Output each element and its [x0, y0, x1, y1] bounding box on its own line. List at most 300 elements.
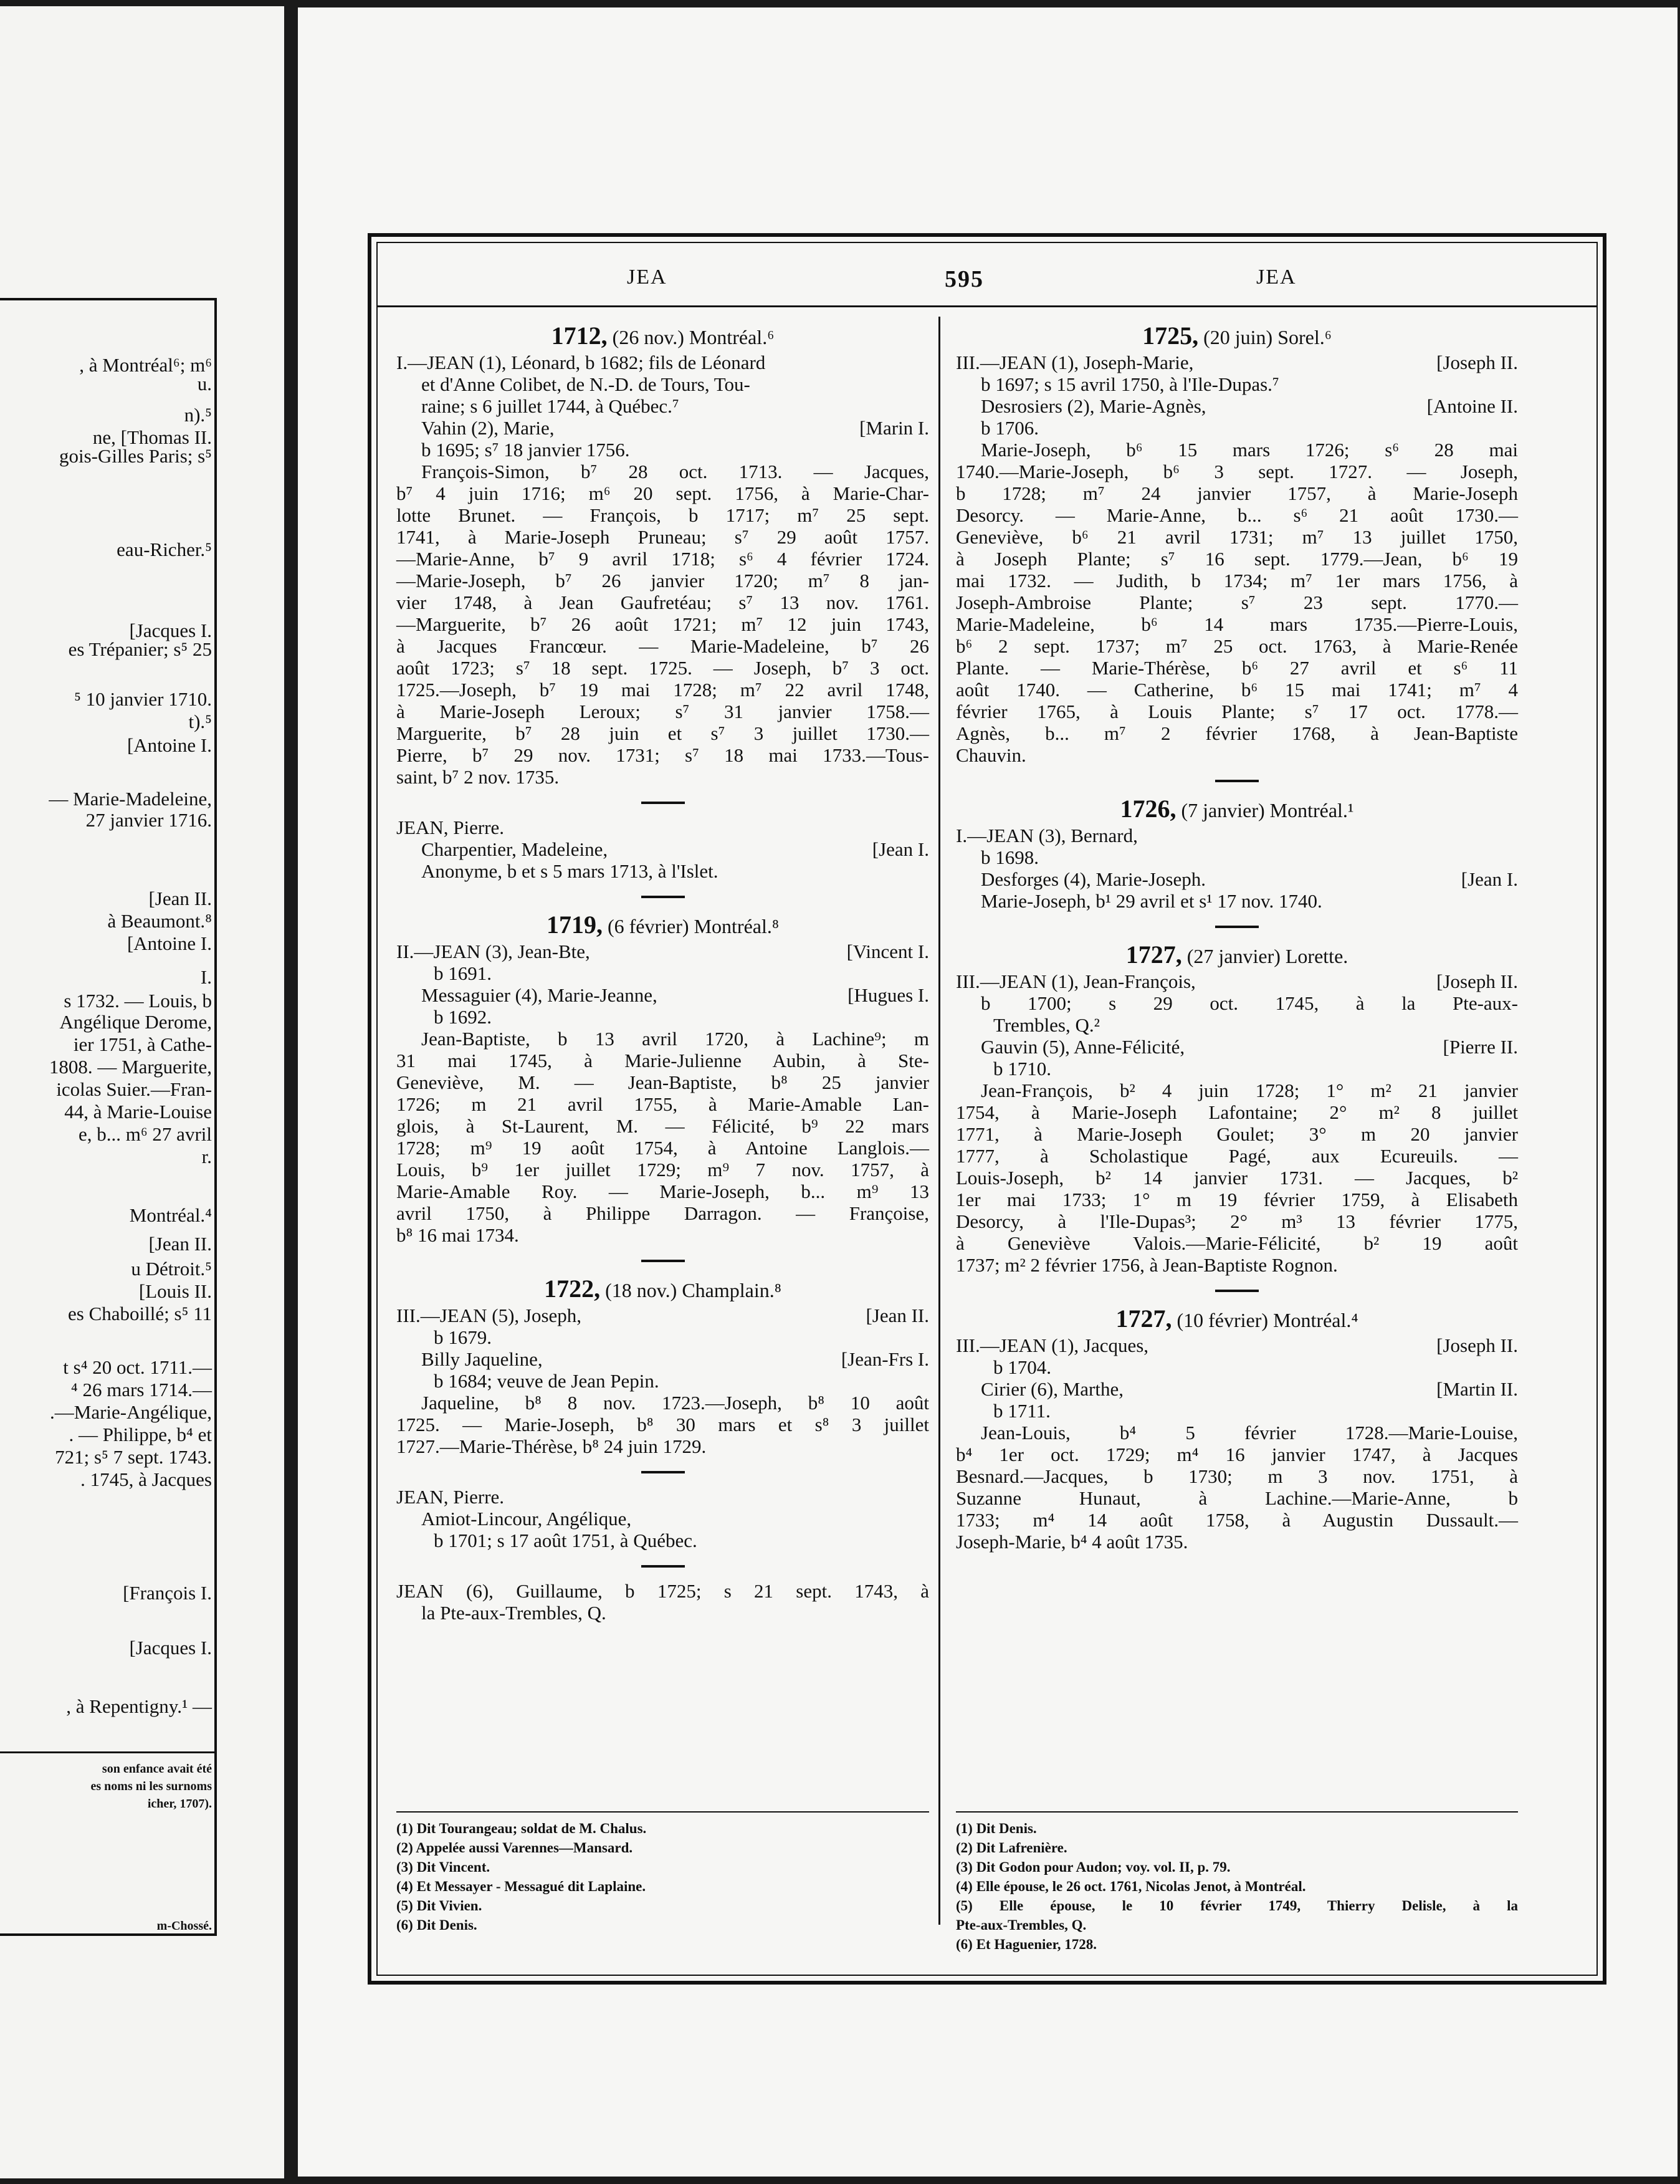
entry-line — [396, 962, 929, 984]
entry-line-text: 1er mai 1733; 1° m 19 février 1759, à Elisabeth — [956, 1189, 1518, 1210]
entry-line — [956, 1400, 1518, 1422]
parent-reference: [Joseph II. — [1436, 1334, 1518, 1356]
footnote: (5) Elle épouse, le 10 février 1749, Thierry Delisle, à la — [956, 1898, 1518, 1913]
entry-place: (26 nov.) Montréal.⁶ — [607, 326, 775, 348]
entry-line — [396, 838, 929, 860]
entry-line — [396, 482, 929, 504]
entry-line-text: à Marie-Joseph Leroux; s⁷ 31 janvier 1758.— — [396, 701, 929, 722]
entry-line — [956, 1145, 1518, 1167]
footnote: (1) Dit Denis. — [956, 1821, 1037, 1836]
genealogy-entry — [396, 1275, 929, 1457]
previous-page-line: ⁵ 10 janvier 1710. — [74, 688, 212, 710]
footnote: (5) Dit Vivien. — [396, 1898, 482, 1913]
genealogy-entry — [396, 322, 929, 788]
entry-line-text: à Jacques Francœur. — Marie-Madeleine, b⁷ 26 — [396, 635, 929, 657]
entry-line — [396, 1486, 929, 1508]
footnote-rule — [396, 1811, 929, 1813]
entry-line — [396, 1370, 929, 1392]
entry-line — [956, 1014, 1518, 1036]
previous-page-line: ne, [Thomas II. — [92, 426, 212, 448]
entry-line-text: Messaguier (4), Marie-Jeanne, — [421, 984, 657, 1006]
entry-line — [396, 657, 929, 679]
column-divider — [938, 317, 940, 1925]
genealogy-entry — [956, 941, 1518, 1276]
entry-line — [396, 1159, 929, 1181]
entry-line-text: avril 1750, à Philippe Darragon. — Françoise, — [396, 1202, 929, 1224]
entry-year: 1722, — [544, 1275, 601, 1303]
entry-line-text: b 1684; veuve de Jean Pepin. — [434, 1370, 659, 1392]
previous-page-line: — Marie-Madeleine, — [49, 788, 212, 810]
previous-page-line: , à Repentigny.¹ — — [66, 1695, 212, 1717]
entry-line-text: 1726; m 21 avril 1755, à Marie-Amable Lan- — [396, 1093, 929, 1115]
previous-page-line: 721; s⁵ 7 sept. 1743. — [55, 1446, 212, 1468]
entry-line-text: b 1698. — [981, 846, 1039, 868]
entry-line — [956, 701, 1518, 722]
entry-line — [956, 592, 1518, 613]
entry-line — [956, 868, 1518, 890]
previous-page-line: Montréal.⁴ — [129, 1204, 212, 1226]
entry-line — [396, 984, 929, 1006]
entry-line-text: Agnès, b... m⁷ 2 février 1768, à Jean-Baptiste — [956, 722, 1518, 744]
entry-line-text: Cirier (6), Marthe, — [981, 1378, 1124, 1400]
entry-line-text: Jaqueline, b⁸ 8 nov. 1723.—Joseph, b⁸ 10 août — [421, 1392, 929, 1414]
entry-line-text: Marie-Joseph, b¹ 29 avril et s¹ 17 nov. 1740. — [981, 890, 1322, 912]
entry-line — [396, 744, 929, 766]
entry-line — [956, 1254, 1518, 1276]
entry-line — [396, 1326, 929, 1348]
entry-line-text: Jean-François, b² 4 juin 1728; 1° m² 21 janvier — [981, 1080, 1518, 1101]
entry-line — [956, 1531, 1518, 1553]
entry-line — [956, 482, 1518, 504]
previous-page-line: e, b... m⁶ 27 avril — [79, 1123, 212, 1145]
previous-page-line: gois-Gilles Paris; s⁵ — [59, 445, 212, 467]
entry-line — [396, 1580, 929, 1602]
entry-line — [396, 352, 929, 373]
entry-line-text: Geneviève, b⁶ 21 avril 1731; m⁷ 13 juillet 1750, — [956, 526, 1518, 548]
entry-line — [956, 1487, 1518, 1509]
footnote: (4) Et Messayer - Messagué dit Laplaine. — [396, 1879, 646, 1894]
previous-page-line: Angélique Derome, — [59, 1011, 212, 1033]
entry-line-text: vier 1748, à Jean Gaufretéau; s⁷ 13 nov. 1761. — [396, 592, 929, 613]
entry-line-text: b 1710. — [993, 1058, 1051, 1080]
entry-line — [396, 1508, 929, 1530]
genealogy-entry — [956, 795, 1518, 912]
entry-line-text: Besnard.—Jacques, b 1730; m 3 nov. 1751, à — [956, 1465, 1518, 1487]
entry-line-text: François-Simon, b⁷ 28 oct. 1713. — Jacques, — [421, 461, 929, 482]
genealogy-entry — [956, 322, 1518, 766]
entry-heading — [956, 322, 1518, 352]
entry-line — [396, 461, 929, 482]
entry-line — [396, 1006, 929, 1028]
entry-line-text: 1725.—Joseph, b⁷ 19 mai 1728; m⁷ 22 avril 1748, — [396, 679, 929, 701]
entry-line-text: Desorcy. — Marie-Anne, b... s⁶ 21 août 1730.— — [956, 504, 1518, 526]
entry-line-text: Joseph-Marie, b⁴ 4 août 1735. — [956, 1531, 1188, 1553]
entry-line — [956, 373, 1518, 395]
entry-line-text: 1754, à Marie-Joseph Lafontaine; 2° m² 8 juillet — [956, 1101, 1518, 1123]
entry-line-text: saint, b⁷ 2 nov. 1735. — [396, 766, 560, 788]
footnote: (3) Dit Godon pour Audon; voy. vol. II, p. 79. — [956, 1859, 1231, 1875]
entry-line-text: —Marie-Joseph, b⁷ 26 janvier 1720; m⁷ 8 jan- — [396, 570, 929, 592]
entry-line-text: glois, à St-Laurent, M. — Félicité, b⁹ 22 mars — [396, 1115, 929, 1137]
entry-line-text: Jean-Baptiste, b 13 avril 1720, à Lachine⁹; m — [421, 1028, 929, 1050]
entry-line — [956, 526, 1518, 548]
entry-line — [396, 373, 929, 395]
entry-line-text: raine; s 6 juillet 1744, à Québec.⁷ — [421, 395, 679, 417]
entry-place: (20 juin) Sorel.⁶ — [1198, 326, 1332, 348]
previous-page-line: . 1745, à Jacques — [80, 1468, 212, 1490]
entry-line-text: Trembles, Q.² — [993, 1014, 1100, 1036]
entry-line — [396, 1224, 929, 1246]
right-column — [956, 322, 1518, 1952]
entry-line-text: Chauvin. — [956, 744, 1026, 766]
entry-line — [956, 1167, 1518, 1189]
entry-line-text: b 1706. — [981, 417, 1039, 439]
parent-reference: [Joseph II. — [1436, 352, 1518, 373]
entry-line — [956, 1334, 1518, 1356]
entry-line — [956, 1189, 1518, 1210]
entry-line-text: Plante. — Marie-Thérèse, b⁶ 27 avril et s⁶ 11 — [956, 657, 1518, 679]
entry-line-text: b 1700; s 29 oct. 1745, à la Pte-aux- — [981, 992, 1518, 1014]
entry-line-text: 1740.—Marie-Joseph, b⁶ 3 sept. 1727. — Joseph, — [956, 461, 1518, 482]
entry-place: (27 janvier) Lorette. — [1181, 945, 1348, 967]
previous-page-footnote: es noms ni les surnoms — [90, 1779, 212, 1793]
entry-line — [396, 1392, 929, 1414]
entry-heading — [956, 1305, 1518, 1334]
entry-line-text: b⁸ 16 mai 1734. — [396, 1224, 519, 1246]
entry-line — [396, 1202, 929, 1224]
entry-line-text: Marie-Joseph, b⁶ 15 mars 1726; s⁶ 28 mai — [981, 439, 1518, 461]
previous-page-line: [Antoine I. — [126, 734, 212, 756]
entry-line-text: Pierre, b⁷ 29 nov. 1731; s⁷ 18 mai 1733.—Tous- — [396, 744, 929, 766]
previous-page-footnote: m-Chossé. — [156, 1919, 212, 1933]
entry-separator — [641, 1565, 685, 1568]
entry-line — [396, 701, 929, 722]
previous-page-line: u. — [197, 373, 212, 395]
entry-line-text: Desrosiers (2), Marie-Agnès, — [981, 395, 1206, 417]
parent-reference: [Jean II. — [866, 1305, 929, 1326]
previous-page-line: icolas Suier.—Fran- — [56, 1078, 212, 1100]
previous-page-line: , à Montréal⁶; m⁶ — [79, 354, 212, 376]
previous-page-line: 1808. — Marguerite, — [49, 1056, 212, 1078]
entry-line — [396, 570, 929, 592]
previous-page-line: eau-Richer.⁵ — [117, 539, 212, 560]
entry-line-text: mai 1732. — Judith, b 1734; m⁷ 1er mars 1756, à — [956, 570, 1518, 592]
header-left-keyword: JEA — [627, 266, 667, 289]
entry-separator — [641, 1471, 685, 1473]
entry-line — [396, 439, 929, 461]
previous-page-line: [Jacques I. — [129, 1637, 212, 1659]
entry-line-text: —Marie-Anne, b⁷ 9 avril 1718; s⁶ 4 février 1724. — [396, 548, 929, 570]
entry-line — [396, 613, 929, 635]
entry-line-text: Suzanne Hunaut, à Lachine.—Marie-Anne, b — [956, 1487, 1518, 1509]
parent-reference: [Hugues I. — [847, 984, 929, 1006]
entry-line-text: août 1740. — Catherine, b⁶ 15 mai 1741; m⁷ 4 — [956, 679, 1518, 701]
previous-page-line: 44, à Marie-Louise — [64, 1101, 212, 1123]
entry-year: 1727, — [1115, 1305, 1172, 1333]
entry-place: (7 janvier) Montréal.¹ — [1176, 799, 1354, 821]
entry-line — [396, 1530, 929, 1551]
entry-line — [956, 1444, 1518, 1465]
entry-line — [956, 395, 1518, 417]
entry-line — [956, 570, 1518, 592]
entry-line — [396, 766, 929, 788]
page-frame-inner — [376, 242, 1598, 1976]
entry-line — [396, 417, 929, 439]
entry-line — [396, 592, 929, 613]
entry-line-text: I.—JEAN (1), Léonard, b 1682; fils de Léonard — [396, 352, 766, 373]
entry-line-text: à Joseph Plante; s⁷ 16 sept. 1779.—Jean, b⁶ 19 — [956, 548, 1518, 570]
entry-line-text: Desorcy, à l'Ile-Dupas³; 2° m³ 13 février 1775, — [956, 1210, 1518, 1232]
entry-line — [956, 1080, 1518, 1101]
entry-line — [396, 941, 929, 962]
entry-line-text: la Pte-aux-Trembles, Q. — [421, 1602, 606, 1624]
entry-line — [396, 1305, 929, 1326]
entry-line — [396, 1414, 929, 1435]
previous-page-line: [Louis II. — [138, 1280, 212, 1302]
entry-line — [396, 1137, 929, 1159]
running-header — [378, 243, 1596, 307]
parent-reference: [Pierre II. — [1443, 1036, 1518, 1058]
entry-line-text: 1728; m⁹ 19 août 1754, à Antoine Langlois.— — [396, 1137, 929, 1159]
entry-line — [396, 1602, 929, 1624]
entry-line-text: Jean-Louis, b⁴ 5 février 1728.—Marie-Louise, — [981, 1422, 1518, 1444]
entry-line-text: Marguerite, b⁷ 28 juin et s⁷ 3 juillet 1730.— — [396, 722, 929, 744]
entry-line-text: b 1695; s⁷ 18 janvier 1756. — [421, 439, 630, 461]
entry-line — [956, 1123, 1518, 1145]
entry-line-text: II.—JEAN (3), Jean-Bte, — [396, 941, 590, 962]
entry-line — [956, 657, 1518, 679]
entry-line-text: b⁴ 1er oct. 1729; m⁴ 16 janvier 1747, à Jacques — [956, 1444, 1518, 1465]
entry-line — [956, 890, 1518, 912]
entry-line — [956, 1210, 1518, 1232]
entry-line-text: et d'Anne Colibet, de N.-D. de Tours, Tou- — [421, 373, 750, 395]
footnote: (4) Elle épouse, le 26 oct. 1761, Nicolas Jenot, à Montréal. — [956, 1879, 1306, 1894]
entry-line-text: 1737; m² 2 février 1756, à Jean-Baptiste Rognon. — [956, 1254, 1338, 1276]
entry-line — [396, 1115, 929, 1137]
entry-line — [396, 526, 929, 548]
entry-line — [396, 635, 929, 657]
previous-page-line: [Jean II. — [148, 1233, 212, 1255]
entry-place: (18 nov.) Champlain.⁸ — [600, 1279, 781, 1301]
previous-page-line: .—Marie-Angélique, — [50, 1401, 212, 1423]
entry-line-text: février 1765, à Louis Plante; s⁷ 17 oct. 1778.— — [956, 701, 1518, 722]
entry-line — [396, 1093, 929, 1115]
entry-line — [956, 461, 1518, 482]
footnote: Pte-aux-Trembles, Q. — [956, 1917, 1087, 1933]
entry-line-text: III.—JEAN (1), Jean-François, — [956, 970, 1196, 992]
entry-line — [396, 1435, 929, 1457]
entry-place: (10 février) Montréal.⁴ — [1172, 1309, 1358, 1331]
entry-line — [956, 439, 1518, 461]
entry-line-text: JEAN (6), Guillaume, b 1725; s 21 sept. 1743, à — [396, 1580, 929, 1602]
entry-year: 1719, — [546, 911, 603, 939]
entry-line — [956, 613, 1518, 635]
previous-page-footnote: icher, 1707). — [147, 1797, 212, 1811]
previous-page-line: ⁴ 26 mars 1714.— — [70, 1379, 212, 1401]
entry-separator — [641, 1260, 685, 1262]
footnote: (2) Appelée aussi Varennes—Mansard. — [396, 1840, 633, 1856]
genealogy-entry — [396, 1486, 929, 1551]
entry-line-text: b⁶ 2 sept. 1737; m⁷ 25 oct. 1763, à Marie-Renée — [956, 635, 1518, 657]
entry-line-text: III.—JEAN (1), Joseph-Marie, — [956, 352, 1194, 373]
footnotes — [396, 1803, 929, 1935]
entry-line-text: b 1701; s 17 août 1751, à Québec. — [434, 1530, 697, 1551]
entry-separator — [641, 896, 685, 898]
parent-reference: [Marin I. — [859, 417, 929, 439]
entry-line-text: 1741, à Marie-Joseph Pruneau; s⁷ 29 août 1757. — [396, 526, 929, 548]
entry-line-text: b 1692. — [434, 1006, 492, 1028]
parent-reference: [Antoine II. — [1426, 395, 1518, 417]
entry-line — [956, 970, 1518, 992]
entry-line — [956, 1058, 1518, 1080]
entry-line — [956, 1036, 1518, 1058]
entry-line-text: JEAN, Pierre. — [396, 817, 505, 838]
previous-page-line: [François I. — [123, 1582, 212, 1604]
entry-line — [396, 1071, 929, 1093]
entry-line-text: —Marguerite, b⁷ 26 août 1721; m⁷ 12 juin 1743, — [396, 613, 929, 635]
entry-year: 1725, — [1142, 322, 1199, 350]
entry-line — [956, 1356, 1518, 1378]
page — [298, 7, 1678, 2177]
entry-heading — [396, 1275, 929, 1305]
previous-page-line: t).⁵ — [188, 711, 212, 732]
entry-line-text: Vahin (2), Marie, — [421, 417, 555, 439]
entry-line — [396, 722, 929, 744]
entry-line — [956, 825, 1518, 846]
entry-year: 1727, — [1125, 941, 1182, 969]
entry-line-text: Gauvin (5), Anne-Félicité, — [981, 1036, 1185, 1058]
entry-line-text: août 1723; s⁷ 18 sept. 1725. — Joseph, b⁷ 3 oct. — [396, 657, 929, 679]
entry-line-text: b 1691. — [434, 962, 492, 984]
entry-line — [396, 817, 929, 838]
previous-page-line: n).⁵ — [184, 404, 212, 426]
entry-line-text: b 1711. — [993, 1400, 1051, 1422]
left-column — [396, 322, 929, 1933]
parent-reference: [Martin II. — [1436, 1378, 1518, 1400]
entry-line-text: b 1704. — [993, 1356, 1051, 1378]
previous-page-line: I. — [200, 966, 212, 988]
footnotes — [956, 1803, 1518, 1954]
genealogy-entry — [396, 817, 929, 882]
entry-separator — [1215, 1290, 1259, 1292]
entry-line — [956, 504, 1518, 526]
entry-line — [956, 1378, 1518, 1400]
previous-page-line: [Jacques I. — [129, 620, 212, 641]
entry-line — [396, 548, 929, 570]
entry-heading — [956, 795, 1518, 825]
entry-line — [956, 722, 1518, 744]
footnote: (6) Dit Denis. — [396, 1917, 477, 1933]
entry-line — [956, 992, 1518, 1014]
previous-page-footnote-rule — [0, 1751, 217, 1753]
parent-reference: [Jean-Frs I. — [841, 1348, 929, 1370]
entry-line — [396, 1348, 929, 1370]
entry-line — [956, 1422, 1518, 1444]
entry-line-text: Billy Jaqueline, — [421, 1348, 543, 1370]
entry-line-text: Marie-Madeleine, b⁶ 14 mars 1735.—Pierre-Louis, — [956, 613, 1518, 635]
entry-line-text: I.—JEAN (3), Bernard, — [956, 825, 1138, 846]
entry-line-text: Louis, b⁹ 1er juillet 1729; m⁹ 7 nov. 1757, à — [396, 1159, 929, 1181]
entry-line — [956, 352, 1518, 373]
entry-line-text: b 1697; s 15 avril 1750, à l'Ile-Dupas.⁷ — [981, 373, 1279, 395]
entry-line-text: Joseph-Ambroise Plante; s⁷ 23 sept. 1770.— — [956, 592, 1518, 613]
previous-page-line: s 1732. — Louis, b — [64, 990, 212, 1012]
footnote: (3) Dit Vincent. — [396, 1859, 490, 1875]
entry-separator — [1215, 780, 1259, 782]
entry-line — [956, 635, 1518, 657]
genealogy-entry — [956, 1305, 1518, 1553]
entry-line-text: b⁷ 4 juin 1716; m⁶ 20 sept. 1756, à Marie-Char- — [396, 482, 929, 504]
parent-reference: [Jean I. — [872, 838, 929, 860]
entry-heading — [396, 322, 929, 352]
entry-line-text: 1725. — Marie-Joseph, b⁸ 30 mars et s⁸ 3 juillet — [396, 1414, 929, 1435]
entry-line-text: Charpentier, Madeleine, — [421, 838, 608, 860]
previous-page-line: u Détroit.⁵ — [131, 1258, 212, 1280]
entry-year: 1726, — [1120, 795, 1176, 823]
footnote-rule — [956, 1811, 1518, 1813]
parent-reference: [Joseph II. — [1436, 970, 1518, 992]
entry-line-text: 1733; m⁴ 14 août 1758, à Augustin Dussault.— — [956, 1509, 1518, 1531]
previous-page-line: ier 1751, à Cathe- — [73, 1033, 212, 1055]
entry-line-text: III.—JEAN (5), Joseph, — [396, 1305, 582, 1326]
entry-line — [956, 1465, 1518, 1487]
genealogy-entry — [396, 911, 929, 1246]
parent-reference: [Jean I. — [1461, 868, 1518, 890]
entry-line-text: 1727.—Marie-Thérèse, b⁸ 24 juin 1729. — [396, 1435, 707, 1457]
previous-page-line: 27 janvier 1716. — [85, 809, 212, 831]
entry-year: 1712, — [551, 322, 608, 350]
entry-line — [396, 1181, 929, 1202]
page-number: 595 — [945, 266, 984, 292]
entry-line-text: JEAN, Pierre. — [396, 1486, 505, 1508]
entry-line — [396, 1050, 929, 1071]
entry-line — [956, 1101, 1518, 1123]
entry-line — [396, 395, 929, 417]
entry-line-text: Amiot-Lincour, Angélique, — [421, 1508, 632, 1530]
entry-line — [396, 1028, 929, 1050]
entry-line — [956, 417, 1518, 439]
entry-line-text: b 1679. — [434, 1326, 492, 1348]
entry-line — [956, 548, 1518, 570]
previous-page-line: es Trépanier; s⁵ 25 — [68, 638, 212, 660]
previous-page-line: . — Philippe, b⁴ et — [69, 1424, 212, 1445]
previous-page-line: es Chaboillé; s⁵ 11 — [68, 1303, 212, 1324]
entry-line-text: Marie-Amable Roy. — Marie-Joseph, b... m⁹ 13 — [396, 1181, 929, 1202]
entry-line-text: 1777, à Scholastique Pagé, aux Ecureuils. — — [956, 1145, 1518, 1167]
entry-line — [956, 1509, 1518, 1531]
entry-line-text: à Geneviève Valois.—Marie-Félicité, b² 19 août — [956, 1232, 1518, 1254]
entry-line — [396, 679, 929, 701]
previous-page-line: [Jean II. — [148, 888, 212, 909]
entry-line — [956, 1232, 1518, 1254]
parent-reference: [Vincent I. — [846, 941, 929, 962]
entry-line-text: Geneviève, M. — Jean-Baptiste, b⁸ 25 janvier — [396, 1071, 929, 1093]
entry-line — [396, 860, 929, 882]
footnote: (6) Et Haguenier, 1728. — [956, 1937, 1097, 1952]
previous-page-line: r. — [201, 1146, 212, 1167]
previous-page-line: à Beaumont.⁸ — [107, 910, 212, 932]
previous-page-line: [Antoine I. — [126, 932, 212, 954]
page-frame — [368, 233, 1606, 1985]
genealogy-entry — [396, 1580, 929, 1624]
entry-separator — [641, 802, 685, 804]
entry-line-text: Louis-Joseph, b² 14 janvier 1731. — Jacques, b² — [956, 1167, 1518, 1189]
entry-heading — [956, 941, 1518, 970]
entry-line — [956, 679, 1518, 701]
entry-separator — [1215, 926, 1259, 928]
header-right-keyword: JEA — [1256, 266, 1297, 289]
previous-page — [0, 6, 284, 2178]
